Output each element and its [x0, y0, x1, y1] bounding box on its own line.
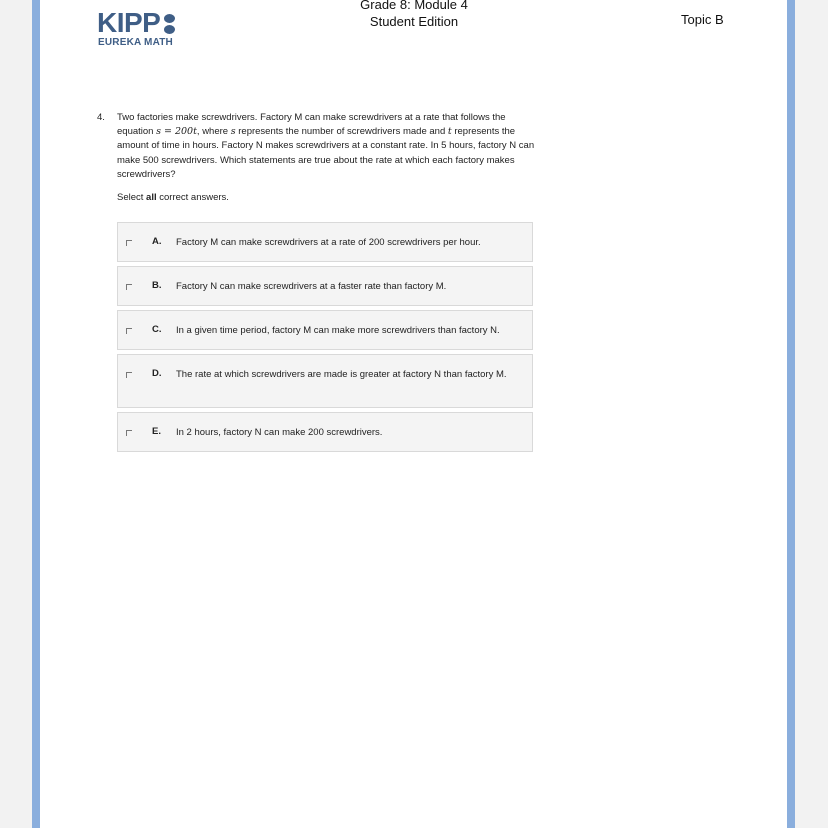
choice-letter: C. — [152, 324, 162, 335]
choice-letter: E. — [152, 426, 161, 437]
choice-text: Factory N can make screwdrivers at a faster rate than factory M. — [176, 281, 447, 292]
checkbox-icon[interactable] — [126, 328, 132, 334]
title-line-1: Grade 8: Module 4 — [360, 0, 468, 12]
variable-s: s — [230, 126, 236, 138]
logo-dots-icon — [164, 12, 178, 34]
question-text — [117, 111, 537, 182]
question-text-part: Two factories make screwdrivers. Factory M can make screwdrivers at a rate that follows the equation — [117, 112, 506, 138]
question-number: 4. — [97, 112, 105, 123]
choice-letter: B. — [152, 280, 162, 291]
instruction — [117, 192, 229, 203]
topic-label: Topic B — [681, 12, 724, 27]
instruction-suffix: correct answers. — [156, 192, 229, 203]
checkbox-icon[interactable] — [126, 430, 132, 436]
right-border-bar — [787, 0, 795, 828]
question-text-part: represents the amount of time in hours. Factory N makes screwdrivers at a constant rate. In 5 hours, factory N can make 500 screwdrivers. Which statements are true about the rate at which each factory makes screwdrivers? — [117, 126, 535, 180]
left-border-bar — [32, 0, 40, 828]
choice-text: In 2 hours, factory N can make 200 screwdrivers. — [176, 427, 383, 438]
variable-t: t — [447, 126, 452, 138]
instruction-prefix: Select — [117, 192, 147, 203]
choice-b[interactable] — [117, 266, 533, 306]
choice-text: In a given time period, factory M can make more screwdrivers than factory N. — [176, 325, 500, 336]
logo-subtitle: EUREKA MATH — [98, 37, 173, 48]
title-line-2: Student Edition — [369, 14, 459, 29]
document-page — [40, 0, 787, 828]
kipp-eureka-logo — [97, 9, 207, 49]
choice-letter: A. — [152, 236, 162, 247]
checkbox-icon[interactable] — [126, 284, 132, 290]
choice-c[interactable] — [117, 310, 533, 350]
choice-e[interactable] — [117, 412, 533, 452]
question-text-part: represents the number of screwdrivers made and — [235, 126, 448, 138]
choice-text: Factory M can make screwdrivers at a rate of 200 screwdrivers per hour. — [176, 237, 481, 248]
choice-letter: D. — [152, 368, 162, 379]
choice-d[interactable] — [117, 354, 533, 408]
question-text-part: , where — [196, 126, 231, 138]
logo-text: KIPP — [97, 7, 161, 38]
checkbox-icon[interactable] — [126, 372, 132, 378]
checkbox-icon[interactable] — [126, 240, 132, 246]
instruction-bold: all — [146, 192, 157, 203]
equation: s = 200t — [156, 126, 197, 138]
choice-a[interactable] — [117, 222, 533, 262]
page-title — [320, 0, 508, 30]
choice-text: The rate at which screwdrivers are made is greater at factory N than factory M. — [176, 369, 507, 380]
